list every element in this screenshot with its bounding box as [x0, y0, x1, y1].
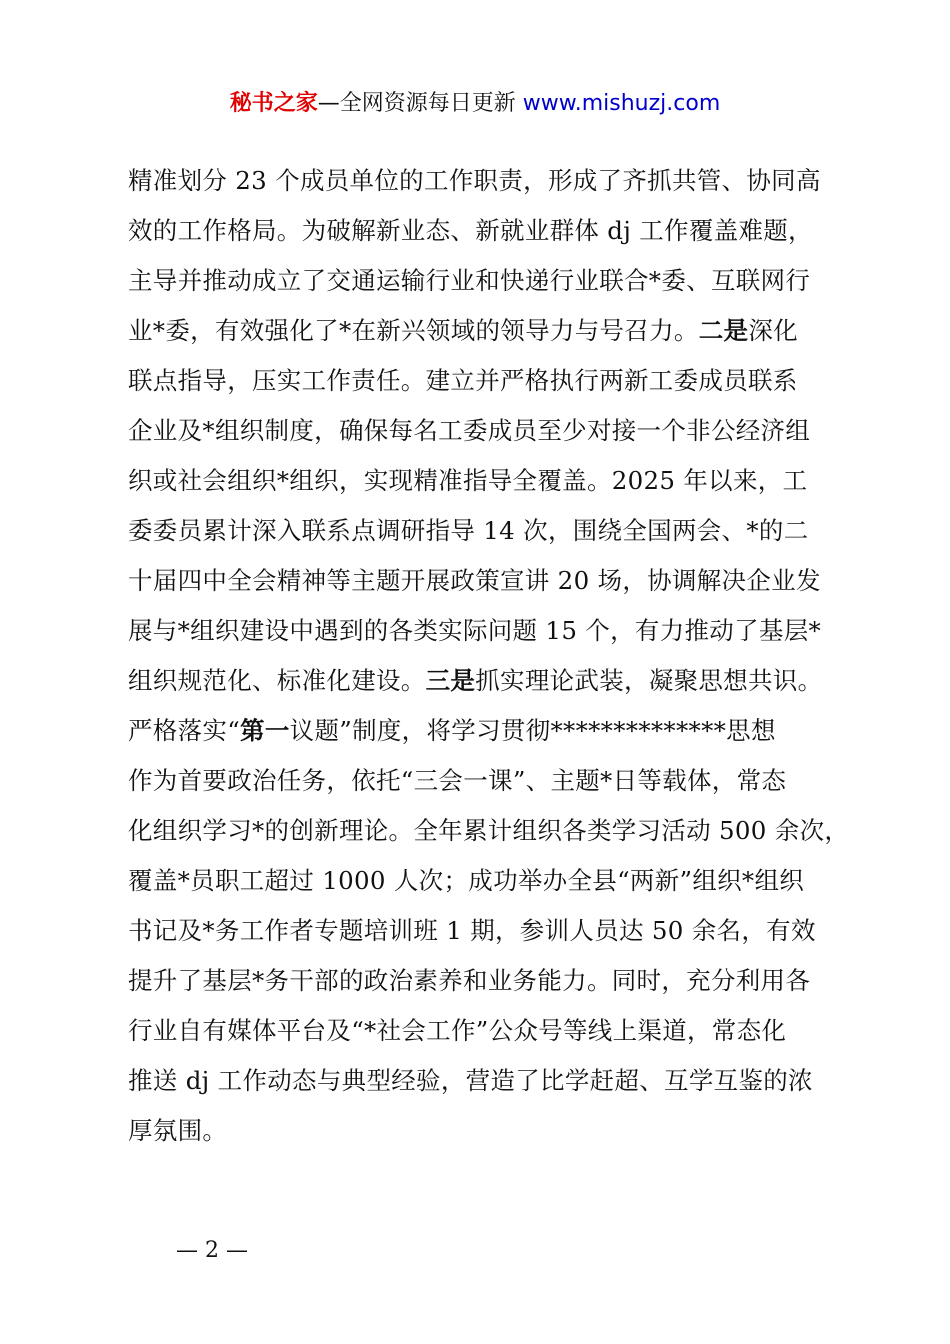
site-slogan: 全网资源每日更新 [339, 91, 516, 116]
body-line: 严格落实“第一议题”制度，将学习贯彻**************思想 [128, 716, 776, 745]
site-brand: 秘书之家 [229, 91, 318, 116]
body-line: 委委员累计深入联系点调研指导 14 次，围绕全国两会、*的二 [128, 516, 809, 545]
body-line: 行业自有媒体平台及“*社会工作”公众号等线上渠道，常态化 [128, 1016, 787, 1045]
body-line: 联点指导，压实工作责任。建立并严格执行两新工委成员联系 [128, 366, 798, 395]
bold-keyword: 二是 [698, 316, 749, 345]
body-line: 效的工作格局。为破解新业态、新就业群体 dj 工作覆盖难题， [128, 216, 813, 245]
bold-keyword: 三是 [425, 666, 476, 695]
body-line: 推送 dj 工作动态与典型经验，营造了比学赶超、互学互鉴的浓 [128, 1066, 813, 1095]
body-line: 展与*组织建设中遇到的各类实际问题 15 个，有力推动了基层* [128, 616, 822, 645]
document-body [128, 156, 850, 1156]
body-line: 覆盖*员职工超过 1000 人次；成功举办全县“两新”组织*组织 [128, 866, 805, 895]
bold-keyword: 第一 [240, 716, 290, 745]
body-line: 十届四中全会精神等主题开展政策宣讲 20 场，协调解决企业发 [128, 566, 821, 595]
body-line: 精准划分 23 个成员单位的工作职责，形成了齐抓共管、协同高 [128, 166, 821, 195]
body-line: 化组织学习*的创新理论。全年累计组织各类学习活动 500 余次， [128, 816, 850, 845]
body-line: 作为首要政治任务，依托“三会一课”、主题*日等载体，常态 [128, 766, 787, 795]
body-line: 企业及*组织制度，确保每名工委成员至少对接一个非公经济组 [128, 416, 811, 445]
body-line: 厚氛围。 [128, 1116, 228, 1145]
body-line: 业*委，有效强化了*在新兴领域的领导力与号召力。二是深化 [128, 316, 798, 345]
site-url[interactable]: www.mishuzj.com [522, 91, 721, 116]
header-dash: — [317, 91, 340, 116]
body-line: 主导并推动成立了交通运输行业和快递行业联合*委、互联网行 [128, 266, 811, 295]
page-number: — 2 — [176, 1238, 248, 1263]
body-line: 织或社会组织*组织，实现精准指导全覆盖。2025 年以来，工 [128, 466, 808, 495]
body-line: 组织规范化、标准化建设。三是抓实理论武装，凝聚思想共识。 [128, 666, 823, 695]
site-header [0, 86, 950, 122]
body-line: 提升了基层*务干部的政治素养和业务能力。同时，充分利用各 [128, 966, 811, 995]
body-line: 书记及*务工作者专题培训班 1 期，参训人员达 50 余名，有效 [128, 916, 816, 945]
